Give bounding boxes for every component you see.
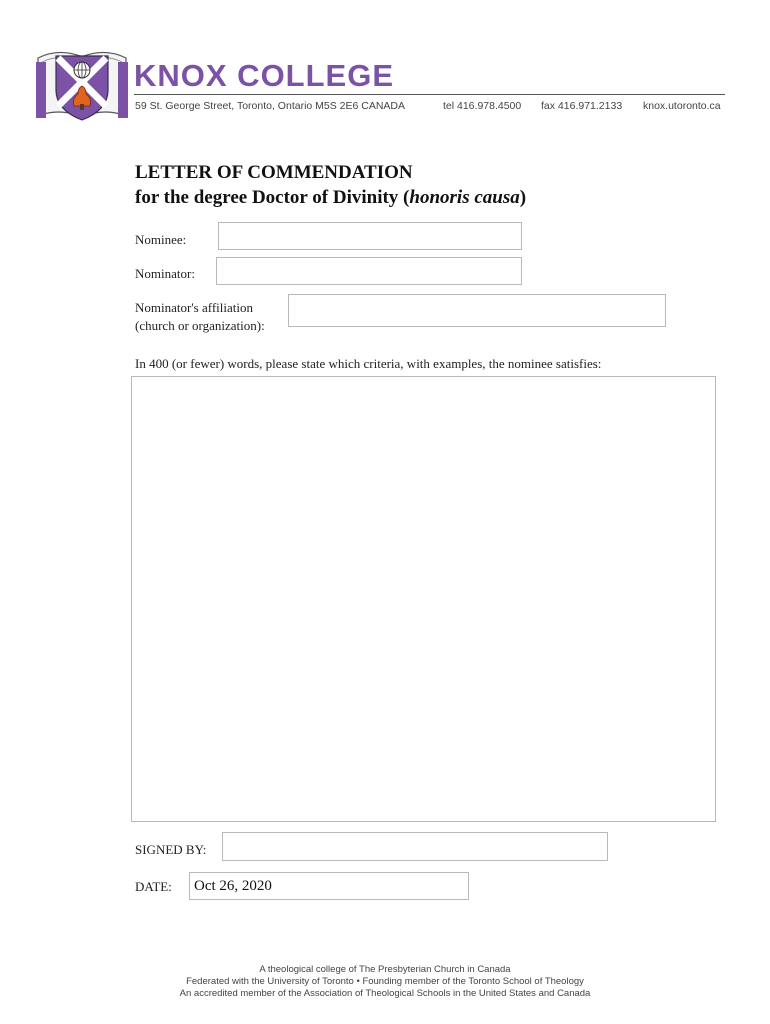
affiliation-field[interactable] xyxy=(288,294,666,327)
footer-line-2: Federated with the University of Toronto • Founding member of the Toronto School of Theology xyxy=(186,976,584,987)
criteria-textarea[interactable] xyxy=(131,376,716,822)
fax: fax 416.971.2133 xyxy=(541,100,623,112)
knox-college-crest-logo xyxy=(34,44,130,122)
address: 59 St. George Street, Toronto, Ontario M5S 2E6 CANADA xyxy=(135,100,406,112)
header-divider xyxy=(134,94,725,95)
date-field[interactable]: Oct 26, 2020 xyxy=(189,872,469,900)
footer-line-1: A theological college of The Presbyterian Church in Canada xyxy=(259,964,511,975)
subtitle-prefix: for the degree Doctor of Divinity ( xyxy=(135,187,410,208)
nominee-field[interactable] xyxy=(218,222,522,250)
college-name: KNOX COLLEGE xyxy=(134,58,395,93)
nominator-label: Nominator: xyxy=(135,266,195,281)
footer-line-3: An accredited member of the Association of Theological Schools in the United States and Canada xyxy=(179,988,591,999)
criteria-prompt: In 400 (or fewer) words, please state which criteria, with examples, the nominee satisfies: xyxy=(135,356,602,371)
nominator-field[interactable] xyxy=(216,257,522,285)
signed-by-field[interactable] xyxy=(222,832,608,861)
subtitle-suffix: ) xyxy=(519,187,527,208)
telephone: tel 416.978.4500 xyxy=(443,100,522,112)
nominee-label: Nominee: xyxy=(135,232,187,247)
affiliation-label-line1: Nominator's affiliation xyxy=(135,300,253,315)
signed-by-label: SIGNED BY: xyxy=(135,842,207,857)
form-title: LETTER OF COMMENDATION xyxy=(135,162,413,183)
website-link[interactable]: knox.utoronto.ca xyxy=(643,100,721,112)
subtitle-italic: honoris causa xyxy=(409,187,520,208)
date-label: DATE: xyxy=(135,879,172,894)
form-subtitle xyxy=(135,186,526,210)
affiliation-label-line2: (church or organization): xyxy=(135,318,265,333)
